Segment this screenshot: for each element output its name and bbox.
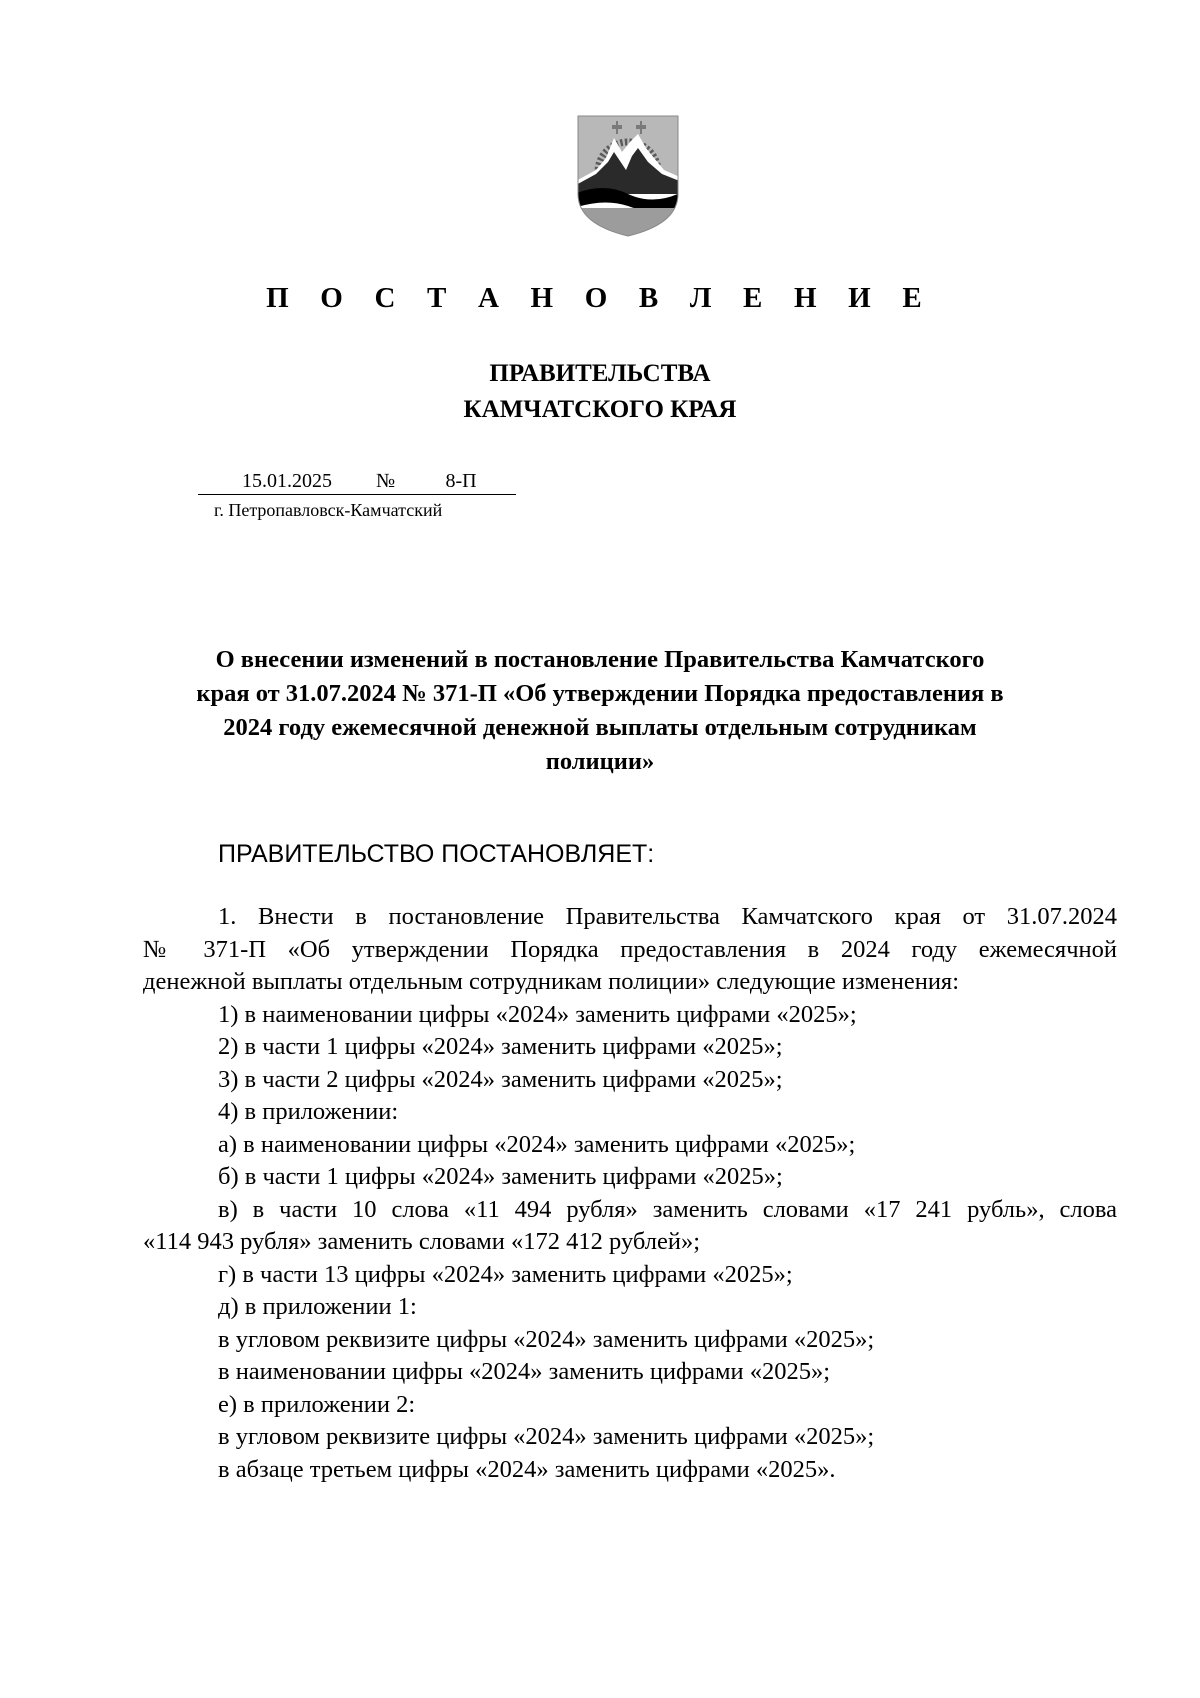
- body-line: «114 943 рубля» заменить словами «172 412 рублей»;: [143, 1228, 701, 1255]
- document-date: 15.01.2025: [198, 468, 376, 495]
- issuing-authority: [0, 356, 1200, 428]
- authority-line-2: КАМЧАТСКОГО КРАЯ: [463, 396, 737, 423]
- body-line: в угловом реквизите цифры «2024» заменить цифрами «2025»;: [218, 1423, 875, 1450]
- title-line: О внесении изменений в постановление Правительства Камчатского: [215, 646, 985, 673]
- document-title: [150, 643, 1050, 779]
- body-line: г) в части 13 цифры «2024» заменить цифрами «2025»;: [218, 1260, 793, 1288]
- body-line: б) в части 1 цифры «2024» заменить цифрами «2025»;: [218, 1163, 783, 1190]
- body-line: е) в приложении 2:: [218, 1390, 416, 1418]
- number-sign: №: [376, 468, 406, 495]
- title-line: 2024 году ежемесячной денежной выплаты отдельным сотрудникам: [223, 714, 977, 741]
- authority-line-1: ПРАВИТЕЛЬСТВА: [489, 360, 711, 387]
- document-type-heading: П О С Т А Н О В Л Е Н И Е: [266, 282, 934, 314]
- body-line: № 371-П «Об утверждении Порядка предоставления в 2024 году ежемесячной: [143, 935, 1117, 963]
- body-line: 1. Внести в постановление Правительства Камчатского края от 31.07.2024: [218, 903, 1117, 930]
- body-line: д) в приложении 1:: [218, 1293, 417, 1320]
- body-line: денежной выплаты отдельным сотрудникам полиции» следующие изменения:: [143, 968, 960, 995]
- body-line: 4) в приложении:: [218, 1098, 399, 1125]
- body-line: 3) в части 2 цифры «2024» заменить цифрами «2025»;: [218, 1065, 783, 1093]
- title-line: полиции»: [545, 748, 655, 775]
- body-line: а) в наименовании цифры «2024» заменить цифрами «2025»;: [218, 1130, 856, 1158]
- body-line: 2) в части 1 цифры «2024» заменить цифрами «2025»;: [218, 1033, 783, 1060]
- title-line: края от 31.07.2024 № 371-П «Об утверждении Порядка предоставления в: [196, 680, 1004, 707]
- body-line: в абзаце третьем цифры «2024» заменить цифрами «2025».: [218, 1455, 836, 1483]
- registration-line: [198, 468, 516, 494]
- body-line: 1) в наименовании цифры «2024» заменить цифрами «2025»;: [218, 1000, 857, 1028]
- body-line: в угловом реквизите цифры «2024» заменить цифрами «2025»;: [218, 1325, 875, 1353]
- document-number: 8-П: [406, 468, 516, 495]
- issuing-city: г. Петропавловск-Камчатский: [214, 500, 443, 520]
- decree-statement: ПРАВИТЕЛЬСТВО ПОСТАНОВЛЯЕТ:: [218, 840, 655, 868]
- body-line: в наименовании цифры «2024» заменить цифрами «2025»;: [218, 1358, 831, 1385]
- body-line: в) в части 10 слова «11 494 рубля» заменить словами «17 241 рубль», слова: [218, 1195, 1117, 1223]
- document-body: [143, 901, 1117, 1486]
- kamchatka-coat-of-arms-icon: [574, 112, 682, 240]
